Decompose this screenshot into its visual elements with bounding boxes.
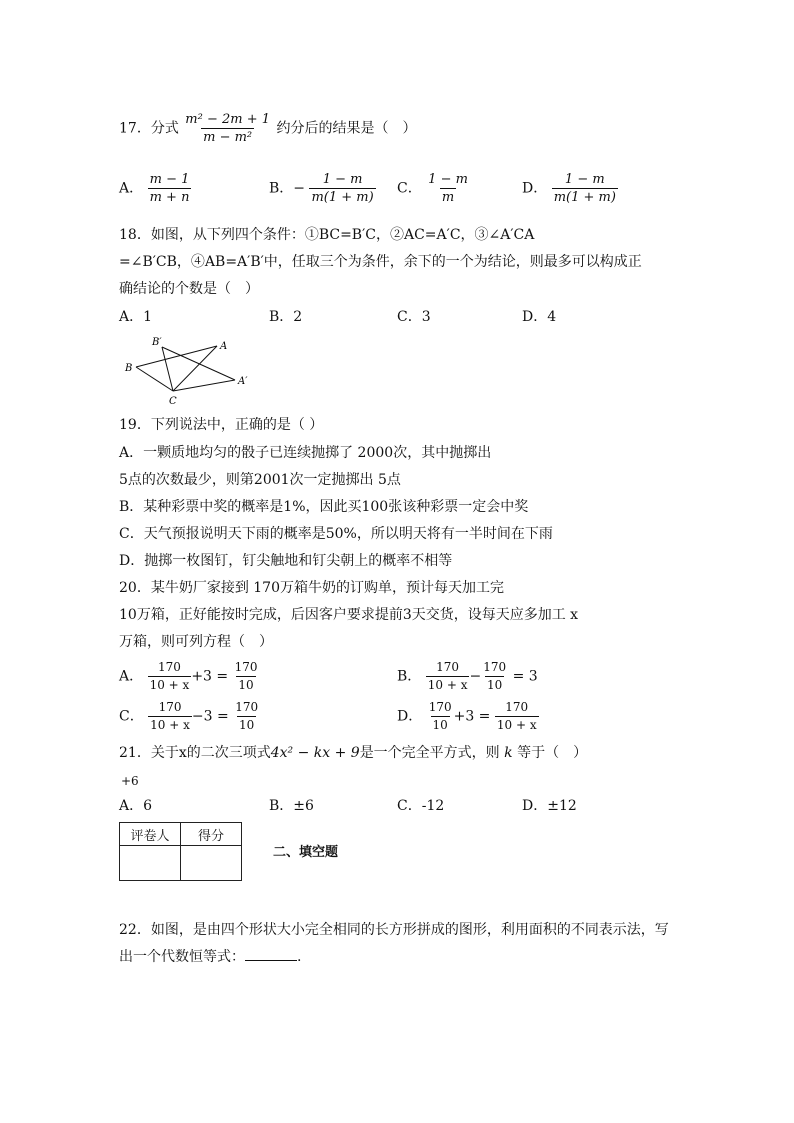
q19-line3: 5点的次数最少，则第2001次一定抛掷出 5点 (119, 472, 401, 488)
section-title: 二、填空题 (273, 845, 339, 860)
q21-variable: k (504, 745, 513, 761)
q18-line1: 18．如图，从下列四个条件：①BC=B′C，②AC=A′C，③∠A′CA (119, 227, 535, 243)
q19-line6: D．抛掷一枚图钉，钉尖触地和钉尖朝上的概率不相等 (119, 553, 453, 569)
point-c: C (169, 396, 177, 406)
q20-option-c (119, 700, 260, 733)
point-a: A (220, 341, 228, 352)
q18-option-a: A．1 (119, 309, 153, 325)
option-label: A． (119, 668, 144, 685)
q18-line3: 确结论的个数是（ ） (119, 281, 259, 297)
q22-line2 (119, 948, 301, 966)
q20-option-b (397, 660, 538, 693)
frac-num: 170 (158, 700, 182, 714)
frac-den: 10 + x (427, 678, 468, 692)
q17-option-a-frac (148, 172, 192, 205)
q17-suffix: 约分后的结果是（ ） (276, 120, 417, 137)
tail: = 3 (512, 668, 538, 685)
q17-stem (119, 112, 416, 145)
frac (233, 700, 260, 733)
q19-line1: 19．下列说法中，正确的是（ ） (119, 417, 324, 433)
grader-header: 评卷人 (120, 823, 181, 846)
q22-tail: . (297, 949, 302, 965)
frac-num: 170 (235, 700, 259, 714)
q17-option-b-frac (309, 172, 375, 205)
frac (495, 700, 539, 733)
point-b-prime: B′ (152, 337, 162, 348)
frac-den: m (441, 190, 455, 205)
score-table (119, 822, 242, 881)
q20-line1: 20．某牛奶厂家接到 170万箱牛奶的订购单，预计每天加工完 (119, 580, 504, 596)
score-cell (181, 846, 242, 881)
q17-option-b (269, 172, 376, 205)
frac (233, 660, 260, 693)
option-label: B． (269, 180, 294, 197)
q21-expression: 4x² − kx + 9 (270, 745, 360, 761)
frac-den: 10 (238, 678, 254, 692)
option-label: D． (397, 708, 423, 725)
frac-num: 1 − m (564, 172, 605, 187)
q17-frac-den: m − m² (203, 130, 253, 145)
frac-num: m − 1 (149, 172, 190, 187)
frac (426, 660, 470, 693)
q21-option-c: C．-12 (397, 798, 445, 814)
q19-line4: B．某种彩票中奖的概率是1%，因此买100张该种彩票一定会中奖 (119, 499, 529, 515)
q21-option-a: A．6 (119, 798, 153, 814)
frac-num: 170 (157, 660, 181, 674)
q19-line5: C．天气预报说明天下雨的概率是50%，所以明天将有一半时间在下雨 (119, 526, 553, 542)
operator: − (469, 668, 482, 685)
q17-option-a (119, 172, 191, 205)
frac-den: 10 + x (149, 678, 190, 692)
q17-prefix: 17．分式 (119, 120, 179, 137)
option-label: D． (522, 180, 548, 197)
q18-option-b: B．2 (269, 309, 303, 325)
frac-num: 1 − m (428, 172, 468, 187)
frac (427, 700, 454, 733)
option-label: C． (119, 708, 144, 725)
option-label: A． (119, 180, 144, 197)
q17-option-c (397, 172, 470, 205)
frac-num: 170 (483, 660, 507, 674)
frac-num: 1 − m (322, 172, 363, 187)
q18-option-d: D．4 (522, 309, 557, 325)
q21-suffix: 等于（ ） (517, 745, 588, 761)
minus-sign: − (293, 180, 306, 197)
grader-cell (120, 846, 181, 881)
q21-option-d: D．±12 (522, 798, 577, 814)
frac-den: 10 (239, 718, 255, 732)
frac-den: 10 + x (150, 718, 190, 732)
q17-frac-num: m² − 2m + 1 (185, 112, 271, 127)
option-label: B． (397, 668, 422, 685)
q17-fraction (183, 112, 272, 145)
q19-line2: A．一颗质地均匀的骰子已连续抛掷了 2000次，其中抛掷出 (119, 445, 492, 461)
frac-num: 170 (436, 660, 460, 674)
frac-den: 10 (432, 718, 448, 732)
point-a-prime: A′ (238, 376, 248, 387)
q20-line2: 10万箱，正好能按时完成，后因客户要求提前3天交货，设每天应多加工 x (119, 607, 579, 623)
frac-den: m + n (149, 190, 190, 205)
operator: −3 = (191, 708, 229, 725)
frac-den: m(1 + m) (311, 190, 374, 205)
q22-line2-text: 出一个代数恒等式： (119, 949, 245, 965)
q21-stem (119, 744, 587, 762)
q21-prefix: 21．关于x的二次三项式 (119, 745, 271, 761)
answer-blank (245, 948, 297, 961)
q17-option-d-frac (552, 172, 618, 205)
q17-option-c-frac (426, 172, 470, 205)
frac-den: 10 + x (496, 718, 537, 732)
q20-line3: 万箱，则可列方程（ ） (119, 634, 273, 650)
score-header: 得分 (181, 823, 242, 846)
frac (148, 700, 192, 733)
frac-den: 10 (487, 678, 503, 692)
q17-option-d (522, 172, 618, 205)
frac-num: 170 (234, 660, 258, 674)
operator: +3 = (191, 668, 229, 685)
frac-num: 170 (505, 700, 529, 714)
q22-line1: 22．如图，是由四个形状大小完全相同的长方形拼成的图形，利用面积的不同表示法，写 (119, 922, 669, 938)
q20-option-d (397, 700, 539, 733)
option-label: C． (397, 180, 422, 197)
frac (481, 660, 508, 693)
q21-mid: 是一个完全平方式，则 (359, 745, 500, 761)
q18-triangle-figure (120, 334, 260, 406)
q21-stray-text: +6 (121, 774, 139, 788)
q18-option-c: C．3 (397, 309, 431, 325)
point-b: B (125, 363, 133, 374)
frac-den: m(1 + m) (553, 190, 616, 205)
frac (148, 660, 192, 693)
operator: +3 = (453, 708, 491, 725)
q21-option-b: B．±6 (269, 798, 314, 814)
q20-option-a (119, 660, 260, 693)
frac-num: 170 (428, 700, 452, 714)
q18-line2: =∠B′CB，④AB=A′B′中，任取三个为条件，余下的一个为结论，则最多可以构成正 (119, 254, 642, 270)
